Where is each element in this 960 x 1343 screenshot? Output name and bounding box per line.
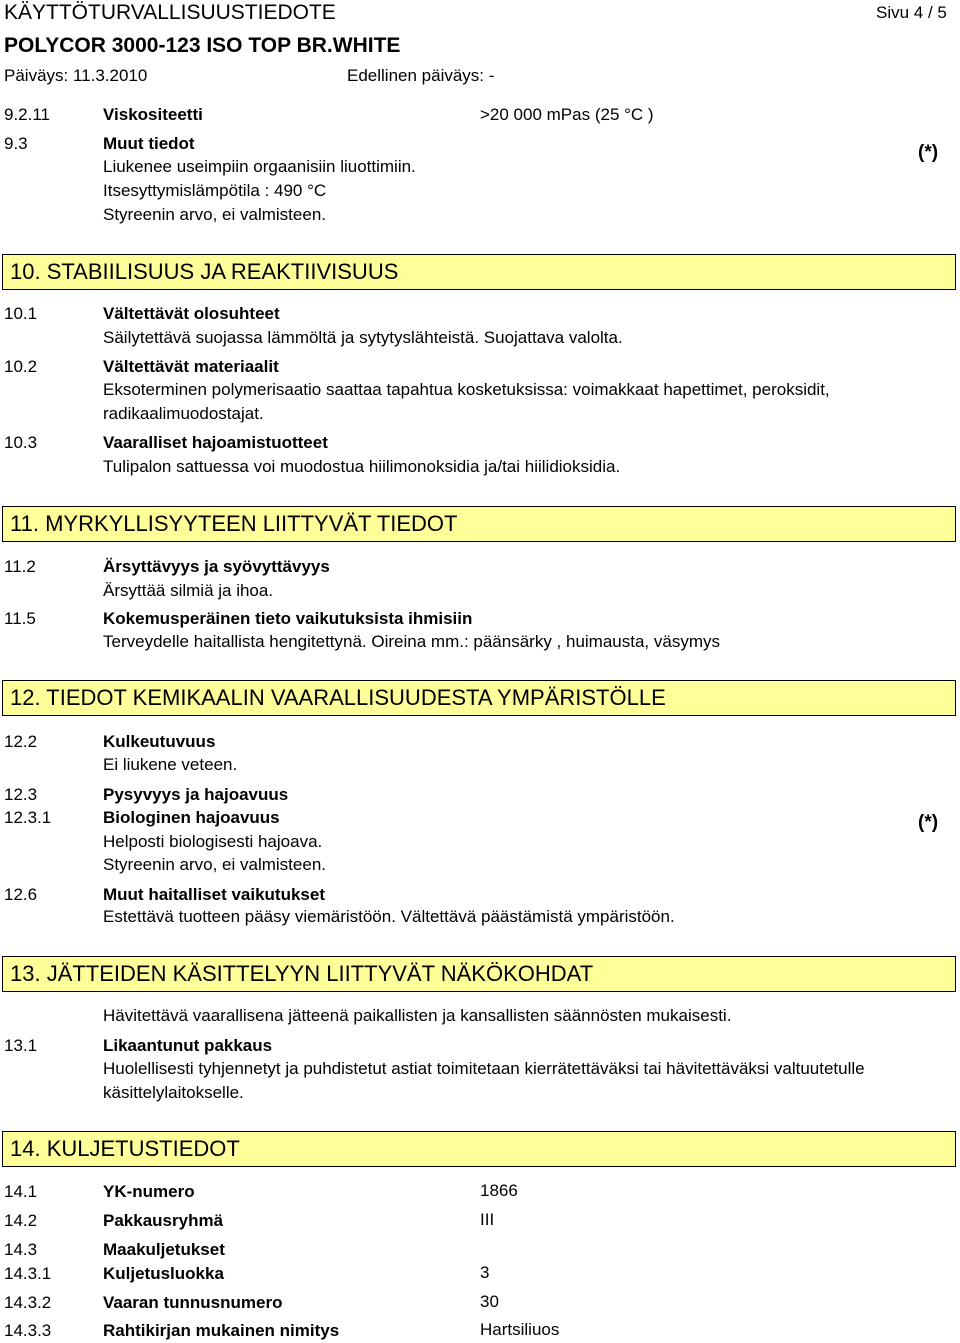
document-title: KÄYTTÖTURVALLISUUSTIEDOTE — [4, 1, 336, 24]
change-mark: (*) — [918, 142, 939, 163]
text-line: Huolellisesti tyhjennetyt ja puhdistetut astiat toimitetaan kierrätettäväksi tai hävitettäväksi valtuutetulle — [103, 1059, 865, 1078]
subsection-title: Muut haitalliset vaikutukset — [103, 885, 325, 904]
transport-value: 3 — [480, 1263, 490, 1282]
text-line: Liukenee useimpiin orgaanisiin liuottimiin. — [103, 157, 416, 176]
section-number: 12.3.1 — [4, 808, 52, 827]
text-line: Ärsyttää silmiä ja ihoa. — [103, 581, 274, 600]
subsection-title: Vältettävät olosuhteet — [103, 304, 280, 323]
section-number: 13.1 — [4, 1036, 38, 1055]
text-line: radikaalimuodostajat. — [103, 404, 264, 423]
transport-label: Maakuljetukset — [103, 1240, 225, 1259]
text-line: Tulipalon sattuessa voi muodostua hiilimonoksidia ja/tai hiilidioksidia. — [103, 457, 621, 476]
section-number: 9.2.11 — [4, 105, 51, 124]
section-number: 12.6 — [4, 885, 38, 904]
text-line: Estettävä tuotteen pääsy viemäristöön. Vältettävä päästämistä ympäristöön. — [103, 907, 675, 926]
transport-label: Kuljetusluokka — [103, 1264, 224, 1283]
section-heading — [2, 680, 956, 716]
section-heading-text: 14. KULJETUSTIEDOT — [10, 1136, 240, 1161]
section-number: 10.1 — [4, 304, 38, 323]
text-line: Styreenin arvo, ei valmisteen. — [103, 205, 326, 224]
section-heading-text: 12. TIEDOT KEMIKAALIN VAARALLISUUDESTA YMPÄRISTÖLLE — [10, 685, 666, 710]
text-line: Eksoterminen polymerisaatio saattaa tapahtua kosketuksissa: voimakkaat hapettimet, peroksidit, — [103, 380, 830, 399]
transport-value: Hartsiliuos — [480, 1320, 560, 1339]
product-name: POLYCOR 3000-123 ISO TOP BR.WHITE — [4, 34, 401, 57]
subsection-title: Biologinen hajoavuus — [103, 808, 280, 827]
section-number: 14.2 — [4, 1211, 38, 1230]
transport-label: YK-numero — [103, 1182, 195, 1201]
section-number: 11.2 — [4, 557, 36, 576]
subsection-title: Likaantunut pakkaus — [103, 1036, 273, 1055]
section-number: 11.5 — [4, 609, 36, 628]
text-line: Ei liukene veteen. — [103, 755, 238, 774]
transport-label: Pakkausryhmä — [103, 1211, 224, 1230]
transport-value: 30 — [480, 1292, 499, 1311]
date: Päiväys: 11.3.2010 — [4, 66, 148, 85]
section-number: 12.2 — [4, 732, 38, 751]
section-heading — [2, 1131, 956, 1167]
subsection-title: Vältettävät materiaalit — [103, 357, 279, 376]
text-line: Hävitettävä vaarallisena jätteenä paikallisten ja kansallisten säännösten mukaisesti. — [103, 1006, 732, 1025]
section-heading-text: 10. STABIILISUUS JA REAKTIIVISUUS — [10, 259, 399, 284]
section-number: 14.3.1 — [4, 1264, 52, 1283]
text-line: käsittelylaitokselle. — [103, 1083, 244, 1102]
section-number: 14.3.2 — [4, 1293, 52, 1312]
transport-label: Vaaran tunnusnumero — [103, 1293, 283, 1312]
section-number: 12.3 — [4, 785, 38, 804]
transport-value: 1866 — [480, 1181, 518, 1200]
subsection-title: Pysyvyys ja hajoavuus — [103, 785, 289, 804]
text-line: Itsesyttymislämpötila : 490 °C — [103, 181, 327, 200]
section-number: 14.3.3 — [4, 1321, 52, 1340]
section-heading — [2, 254, 956, 290]
section-number: 9.3 — [4, 134, 28, 153]
section-heading — [2, 506, 956, 542]
subsection-title: Kokemusperäinen tieto vaikutuksista ihmisiin — [103, 609, 473, 628]
section-number: 10.3 — [4, 433, 38, 452]
text-line: Helposti biologisesti hajoava. — [103, 832, 323, 851]
section-number: 14.3 — [4, 1240, 38, 1259]
transport-label: Rahtikirjan mukainen nimitys — [103, 1321, 340, 1340]
section-heading-text: 13. JÄTTEIDEN KÄSITTELYYN LIITTYVÄT NÄKÖKOHDAT — [10, 961, 594, 986]
change-mark: (*) — [918, 812, 939, 833]
page-number: Sivu 4 / 5 — [876, 3, 947, 22]
section-heading-text: 11. MYRKYLLISYYTEEN LIITTYVÄT TIEDOT — [10, 511, 458, 536]
subsection-title: Kulkeutuvuus — [103, 732, 216, 751]
section-heading — [2, 956, 956, 992]
text-line: Säilytettävä suojassa lämmöltä ja sytytyslähteistä. Suojattava valolta. — [103, 328, 623, 347]
subsection-title: Vaaralliset hajoamistuotteet — [103, 433, 328, 452]
subsection-title: Ärsyttävyys ja syövyttävyys — [103, 557, 330, 576]
section-number: 14.1 — [4, 1182, 38, 1201]
text-line: Terveydelle haitallista hengitettynä. Oireina mm.: päänsärky , huimausta, väsymys — [103, 632, 720, 651]
section-number: 10.2 — [4, 357, 38, 376]
transport-value: III — [480, 1210, 495, 1229]
viscosity-value: >20 000 mPas (25 °C ) — [480, 105, 654, 124]
previous-date: Edellinen päiväys: - — [347, 66, 495, 85]
subsection-title: Muut tiedot — [103, 134, 195, 153]
subsection-title: Viskositeetti — [103, 105, 203, 124]
text-line: Styreenin arvo, ei valmisteen. — [103, 855, 326, 874]
